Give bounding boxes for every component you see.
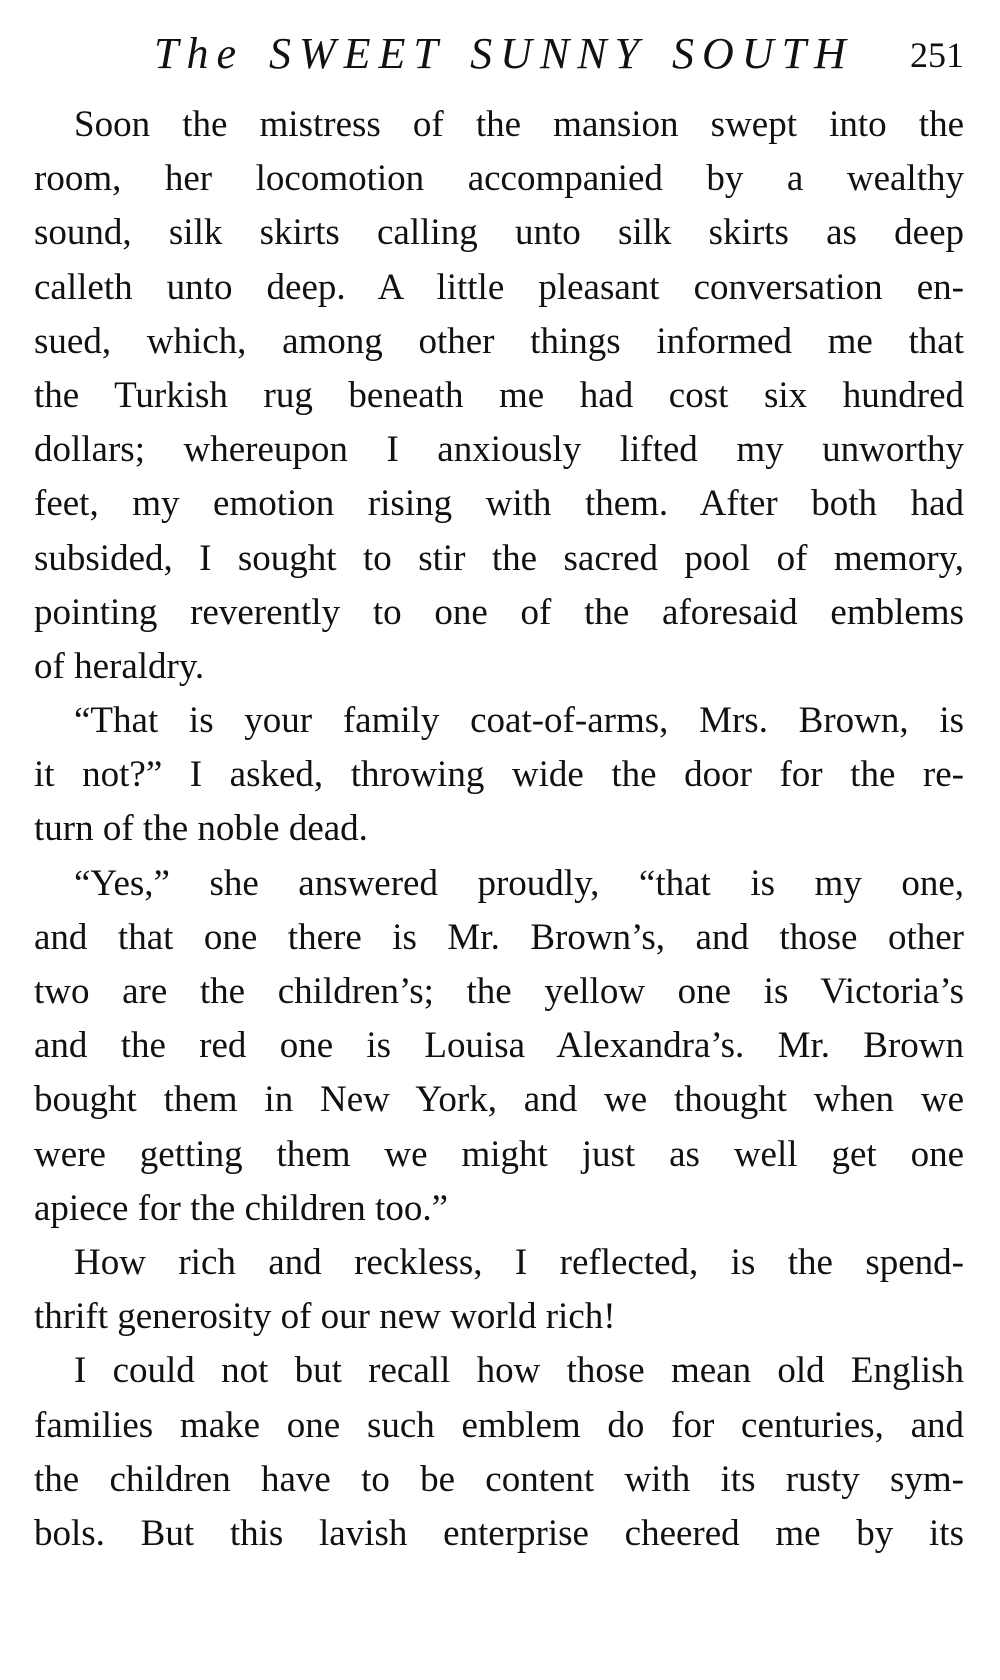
text-line: families make one such emblem do for centuries, and (34, 1404, 964, 1446)
paragraph-4 (34, 1236, 964, 1344)
text-line: and that one there is Mr. Brown’s, and those other (34, 916, 964, 958)
text-line: the children have to be content with its rusty sym- (34, 1458, 964, 1500)
text-line: apiece for the children too.” (34, 1187, 448, 1229)
text-line: sound, silk skirts calling unto silk skirts as deep (34, 212, 964, 254)
paragraph-3 (34, 857, 964, 1236)
text-line: “Yes,” she answered proudly, “that is my one, (74, 862, 964, 904)
text-line: pointing reverently to one of the aforesaid emblems (34, 591, 964, 633)
text-line: feet, my emotion rising with them. After both had (34, 483, 964, 525)
text-line: room, her locomotion accompanied by a wealthy (34, 158, 964, 200)
text-line: thrift generosity of our new world rich! (34, 1296, 616, 1338)
text-line: I could not but recall how those mean old English (74, 1350, 964, 1392)
paragraph-1 (34, 98, 964, 694)
text-line: bought them in New York, and we thought when we (34, 1079, 964, 1121)
paragraph-5 (34, 1344, 964, 1561)
text-line: turn of the noble dead. (34, 808, 368, 850)
running-title: The SWEET SUNNY SOUTH (154, 29, 854, 78)
text-line: it not?” I asked, throwing wide the door for the re- (34, 754, 964, 796)
text-line: calleth unto deep. A little pleasant conversation en- (34, 266, 964, 308)
text-line: Soon the mistress of the mansion swept into the (74, 104, 964, 145)
text-line: were getting them we might just as well get one (34, 1133, 964, 1175)
text-line: the Turkish rug beneath me had cost six hundred (34, 374, 964, 416)
text-line: of heraldry. (34, 645, 205, 687)
paragraph-2 (34, 694, 964, 857)
text-line: How rich and reckless, I reflected, is the spend- (74, 1241, 964, 1283)
text-line: dollars; whereupon I anxiously lifted my unworthy (34, 429, 964, 471)
page-number: 251 (910, 35, 964, 75)
text-line: “That is your family coat-of-arms, Mrs. Brown, is (74, 700, 964, 742)
book-page (34, 24, 964, 1561)
text-line: two are the children’s; the yellow one is Victoria’s (34, 971, 964, 1012)
body-text (34, 98, 964, 1561)
text-line: subsided, I sought to stir the sacred pool of memory, (34, 537, 964, 579)
text-line: and the red one is Louisa Alexandra’s. Mr. Brown (34, 1025, 964, 1067)
page-header (34, 24, 964, 84)
text-line: bols. But this lavish enterprise cheered me by its (34, 1512, 964, 1554)
text-line: sued, which, among other things informed me that (34, 320, 964, 362)
